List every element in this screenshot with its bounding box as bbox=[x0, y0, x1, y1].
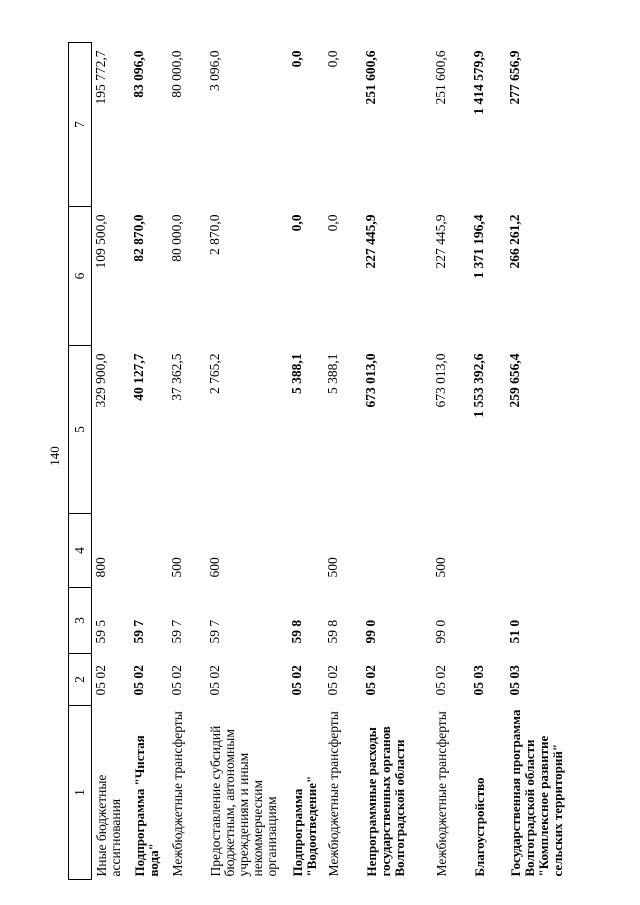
row-amount-6: 82 870,0 bbox=[130, 214, 146, 262]
row-section: 05 02 bbox=[362, 665, 378, 696]
row-type: 500 bbox=[432, 557, 448, 578]
row-target: 99 0 bbox=[362, 619, 378, 644]
row-type bbox=[130, 514, 168, 588]
row-section: 05 02 bbox=[130, 665, 146, 696]
row-amount-6: 0,0 bbox=[324, 214, 340, 232]
row-section: 05 03 bbox=[506, 665, 522, 696]
row-amount-6: 80 000,0 bbox=[168, 214, 184, 262]
row-target: 99 0 bbox=[432, 619, 448, 644]
table-row bbox=[92, 43, 130, 880]
row-amount-7: 277 656,9 bbox=[506, 50, 522, 105]
row-name: Благоустройство bbox=[471, 777, 487, 877]
row-target: 59 7 bbox=[168, 619, 184, 644]
row-type: 500 bbox=[324, 557, 340, 578]
row-name: Межбюджетные трансферты bbox=[325, 711, 341, 877]
header-cell-3: 3 bbox=[69, 588, 92, 654]
row-name: Непрограммные расходы государственных органов Волгоградской области bbox=[363, 726, 407, 877]
row-name: Иные бюджетные ассигнования bbox=[94, 774, 123, 877]
row-type bbox=[288, 514, 324, 588]
table-row bbox=[470, 43, 506, 880]
row-section: 05 02 bbox=[206, 665, 222, 696]
row-amount-5: 37 362,5 bbox=[168, 353, 184, 401]
table-row bbox=[168, 43, 206, 880]
row-target: 51 0 bbox=[506, 619, 522, 644]
row-target: 59 8 bbox=[288, 619, 304, 644]
row-target: 59 7 bbox=[206, 619, 222, 644]
row-amount-7: 83 096,0 bbox=[130, 50, 146, 98]
row-amount-5: 673 013,0 bbox=[432, 353, 448, 408]
row-amount-5: 5 388,1 bbox=[288, 353, 304, 394]
header-cell-2: 2 bbox=[69, 654, 92, 706]
row-amount-6: 109 500,0 bbox=[93, 214, 108, 269]
row-amount-6: 266 261,2 bbox=[506, 214, 522, 269]
budget-table bbox=[68, 42, 576, 880]
table-row bbox=[506, 43, 576, 880]
row-section: 05 02 bbox=[288, 665, 304, 696]
row-amount-5: 40 127,7 bbox=[130, 353, 146, 401]
table-row bbox=[206, 43, 288, 880]
page-number: 140 bbox=[47, 446, 62, 466]
row-amount-7: 80 000,0 bbox=[168, 50, 184, 98]
row-amount-5: 259 656,4 bbox=[506, 353, 522, 408]
row-amount-7: 0,0 bbox=[288, 50, 304, 68]
header-row bbox=[69, 43, 92, 880]
row-section: 05 02 bbox=[432, 665, 448, 696]
row-amount-6: 1 371 196,4 bbox=[470, 214, 486, 279]
header-cell-1: 1 bbox=[69, 706, 92, 880]
row-section: 05 03 bbox=[470, 665, 486, 696]
table-row bbox=[432, 43, 470, 880]
row-type bbox=[506, 514, 576, 588]
rotated-table-container bbox=[68, 38, 598, 880]
row-name: Государственная программа Волгоградской области "Комплексное развитие сельских территорий" bbox=[507, 709, 565, 877]
row-name: Подпрограмма "Чистая вода" bbox=[131, 735, 161, 877]
row-target: 59 5 bbox=[93, 619, 108, 644]
header-cell-7: 7 bbox=[69, 43, 92, 207]
table-row bbox=[288, 43, 324, 880]
row-type: 500 bbox=[168, 557, 184, 578]
row-amount-7: 1 414 579,9 bbox=[470, 50, 486, 115]
row-amount-7: 0,0 bbox=[324, 50, 340, 68]
row-type: 800 bbox=[93, 557, 108, 578]
row-name: Предоставление субсидий бюджетным, автономным учреждениям и иным некоммерческим организациям bbox=[207, 725, 279, 877]
row-amount-6: 227 445,9 bbox=[362, 214, 378, 269]
table-row bbox=[362, 43, 432, 880]
row-amount-6: 0,0 bbox=[288, 214, 304, 232]
row-amount-6: 227 445,9 bbox=[432, 214, 448, 269]
row-amount-5: 2 765,2 bbox=[206, 353, 222, 394]
row-amount-5: 329 900,0 bbox=[93, 353, 108, 408]
header-cell-6: 6 bbox=[69, 207, 92, 346]
table-row bbox=[324, 43, 362, 880]
row-amount-7: 3 096,0 bbox=[206, 50, 222, 91]
row-type bbox=[362, 514, 432, 588]
row-name: Межбюджетные трансферты bbox=[169, 711, 185, 877]
table-row bbox=[130, 43, 168, 880]
row-section: 05 02 bbox=[324, 665, 340, 696]
row-target: 59 8 bbox=[324, 619, 340, 644]
row-section: 05 02 bbox=[168, 665, 184, 696]
row-target: 59 7 bbox=[130, 619, 146, 644]
row-target bbox=[470, 588, 506, 654]
row-name: Межбюджетные трансферты bbox=[433, 711, 449, 877]
row-amount-7: 195 772,7 bbox=[93, 50, 108, 105]
row-amount-5: 1 553 392,6 bbox=[470, 353, 486, 418]
row-amount-5: 673 013,0 bbox=[362, 353, 378, 408]
header-cell-5: 5 bbox=[69, 346, 92, 514]
row-section: 05 02 bbox=[93, 665, 108, 696]
row-amount-7: 251 600,6 bbox=[432, 50, 448, 105]
row-type bbox=[470, 514, 506, 588]
header-cell-4: 4 bbox=[69, 514, 92, 588]
row-type: 600 bbox=[206, 557, 222, 578]
row-amount-5: 5 388,1 bbox=[324, 353, 340, 394]
row-amount-7: 251 600,6 bbox=[362, 50, 378, 105]
row-amount-6: 2 870,0 bbox=[206, 214, 222, 255]
row-name: Подпрограмма "Водоотведение" bbox=[289, 775, 319, 877]
